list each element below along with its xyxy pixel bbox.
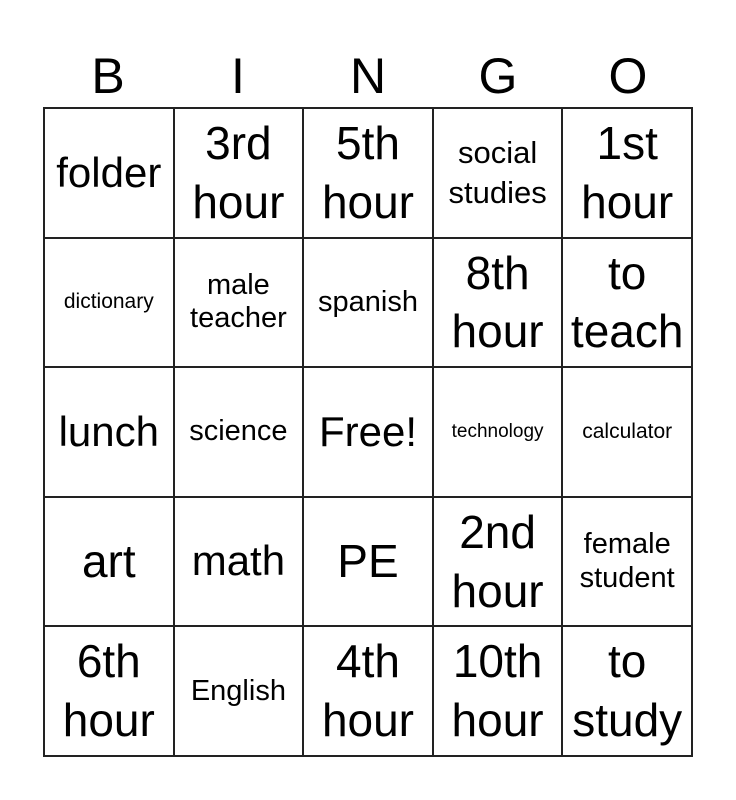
bingo-cell[interactable]	[174, 238, 304, 368]
header-letter-b: B	[91, 48, 125, 104]
bingo-cell[interactable]	[44, 626, 174, 756]
cell-text: art	[81, 535, 136, 588]
bingo-cell[interactable]	[562, 108, 692, 238]
bingo-cell[interactable]	[433, 497, 563, 627]
cell-text: calculator	[582, 419, 673, 443]
cell-text: female student	[579, 528, 675, 594]
bingo-cell[interactable]	[433, 367, 563, 497]
bingo-cell[interactable]	[433, 108, 563, 238]
cell-text: male teacher	[190, 269, 287, 335]
header-letter-n: N	[349, 48, 387, 104]
cell-text: 4th hour	[321, 635, 415, 747]
cell-text: folder	[56, 148, 162, 196]
bingo-cell[interactable]	[433, 238, 563, 368]
bingo-header	[43, 46, 693, 106]
cell-text: 1st hour	[581, 116, 674, 228]
header-letter-i: I	[231, 48, 245, 104]
free-space-text: Free!	[318, 407, 417, 455]
bingo-cell[interactable]	[562, 238, 692, 368]
bingo-cell[interactable]	[303, 108, 433, 238]
bingo-cell[interactable]	[44, 497, 174, 627]
bingo-cell[interactable]	[174, 626, 304, 756]
cell-text: lunch	[58, 407, 159, 455]
header-letter-o: O	[608, 48, 648, 104]
cell-text: dictionary	[63, 290, 154, 314]
bingo-cell[interactable]	[562, 497, 692, 627]
bingo-cell[interactable]	[303, 497, 433, 627]
bingo-cell[interactable]	[174, 497, 304, 627]
bingo-cell[interactable]	[174, 367, 304, 497]
cell-text: 8th hour	[451, 246, 544, 358]
cell-text: to teach	[570, 246, 684, 358]
bingo-cell[interactable]	[303, 367, 433, 497]
bingo-board	[43, 107, 693, 757]
cell-text: PE	[337, 535, 399, 588]
cell-text: 2nd hour	[451, 505, 544, 617]
bingo-cell[interactable]	[44, 238, 174, 368]
cell-text: 3rd hour	[192, 116, 285, 228]
cell-text: spanish	[318, 285, 418, 318]
bingo-cell[interactable]	[433, 626, 563, 756]
header-letter-g: G	[478, 48, 518, 104]
cell-text: 10th hour	[451, 635, 544, 747]
bingo-cell[interactable]	[44, 108, 174, 238]
bingo-cell[interactable]	[303, 238, 433, 368]
bingo-cell[interactable]	[303, 626, 433, 756]
cell-text: technology	[451, 421, 544, 443]
bingo-cell[interactable]	[174, 108, 304, 238]
cell-text: social studies	[448, 135, 547, 210]
bingo-cell[interactable]	[562, 367, 692, 497]
cell-text: science	[189, 415, 288, 448]
bingo-cell[interactable]	[44, 367, 174, 497]
cell-text: math	[191, 537, 286, 585]
cell-text: 6th hour	[62, 635, 155, 747]
bingo-cell[interactable]	[562, 626, 692, 756]
cell-text: 5th hour	[321, 116, 415, 228]
cell-text: to study	[572, 635, 683, 747]
cell-text: English	[190, 674, 286, 707]
